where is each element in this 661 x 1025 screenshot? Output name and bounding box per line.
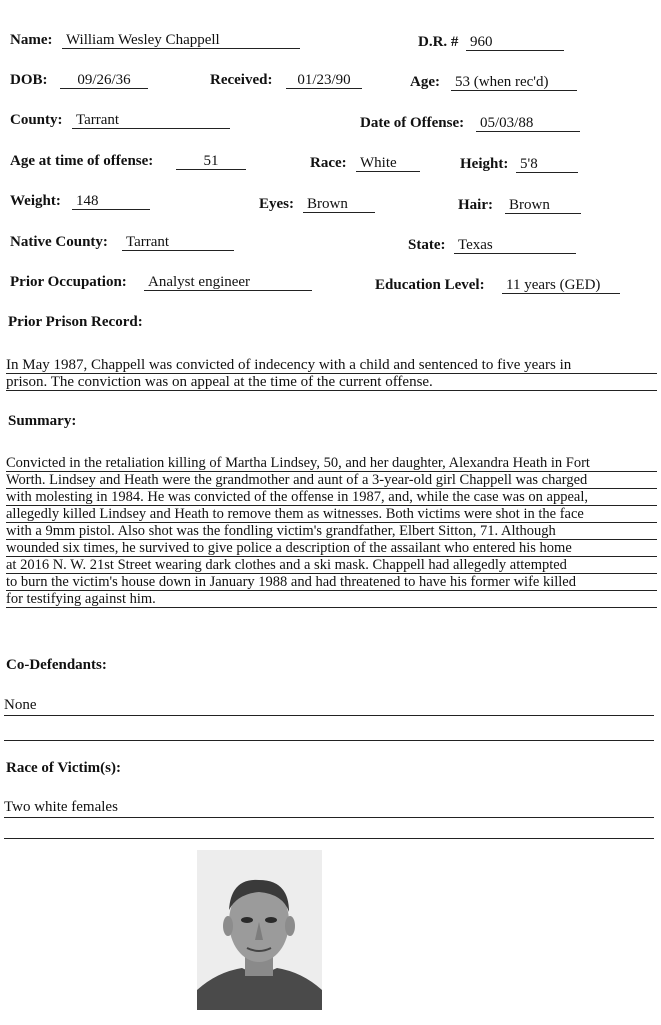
age-offense-value: 51 [176,153,246,170]
race-label: Race: [310,155,347,171]
summary-line: at 2016 N. W. 21st Street wearing dark clothes and a ski mask. Chappell had allegedly attempted [6,557,657,574]
summary-heading: Summary: [8,413,77,429]
portrait-image [197,850,322,1010]
dr-value: 960 [466,34,564,51]
eyes-value: Brown [303,196,375,213]
dr-label: D.R. # [418,34,459,50]
height-label: Height: [460,156,509,172]
offense-date-value: 05/03/88 [476,115,580,132]
county-label: County: [10,112,63,128]
dob-value: 09/26/36 [60,72,148,89]
state-value: Texas [454,237,576,254]
education-value: 11 years (GED) [502,277,620,294]
height-value: 5'8 [516,156,578,173]
eyes-label: Eyes: [259,196,294,212]
summary-line: with a 9mm pistol. Also shot was the fondling victim's grandfather, Elbert Sitton, 71. Although [6,523,657,540]
summary-line: wounded six times, he survived to give police a description of the assailant who entered his home [6,540,657,557]
summary-line: Convicted in the retaliation killing of Martha Lindsey, 50, and her daughter, Alexandra Heath in Fort [6,455,657,472]
hair-label: Hair: [458,197,493,213]
prior-record-text [6,357,657,391]
underline [4,715,654,716]
dob-label: DOB: [10,72,48,88]
age-offense-label: Age at time of offense: [10,153,154,169]
summary-line: to burn the victim's house down in January 1988 and had threatened to have his former wife killed [6,574,657,591]
victims-heading: Race of Victim(s): [6,760,121,776]
state-label: State: [408,237,446,253]
victims-value: Two white females [4,799,118,815]
codefendants-value: None [4,697,37,713]
weight-value: 148 [72,193,150,210]
native-county-value: Tarrant [122,234,234,251]
received-label: Received: [210,72,273,88]
summary-line: with molesting in 1984. He was convicted of the offense in 1987, and, while the case was on appeal, [6,489,657,506]
prior-record-heading: Prior Prison Record: [8,314,143,330]
name-value: William Wesley Chappell [62,32,300,49]
summary-line: allegedly killed Lindsey and Heath to remove them as witnesses. Both victims were shot in the face [6,506,657,523]
native-county-label: Native County: [10,234,108,250]
received-value: 01/23/90 [286,72,362,89]
prior-record-line: In May 1987, Chappell was convicted of indecency with a child and sentenced to five years in [6,357,657,374]
offense-date-label: Date of Offense: [360,115,465,131]
mugshot-photo [197,850,322,1010]
underline [4,740,654,741]
summary-line: Worth. Lindsey and Heath were the grandmother and aunt of a 3-year-old girl Chappell was charged [6,472,657,489]
codefendants-heading: Co-Defendants: [6,657,107,673]
underline [4,817,654,818]
underline [4,838,654,839]
hair-value: Brown [505,197,581,214]
occupation-label: Prior Occupation: [10,274,127,290]
county-value: Tarrant [72,112,230,129]
occupation-value: Analyst engineer [144,274,312,291]
age-label: Age: [410,74,440,90]
prior-record-line: prison. The conviction was on appeal at the time of the current offense. [6,374,657,391]
summary-text [6,455,657,608]
name-label: Name: [10,32,53,48]
weight-label: Weight: [10,193,61,209]
education-label: Education Level: [375,277,485,293]
summary-line: for testifying against him. [6,591,657,608]
age-value: 53 (when rec'd) [451,74,577,91]
race-value: White [356,155,420,172]
